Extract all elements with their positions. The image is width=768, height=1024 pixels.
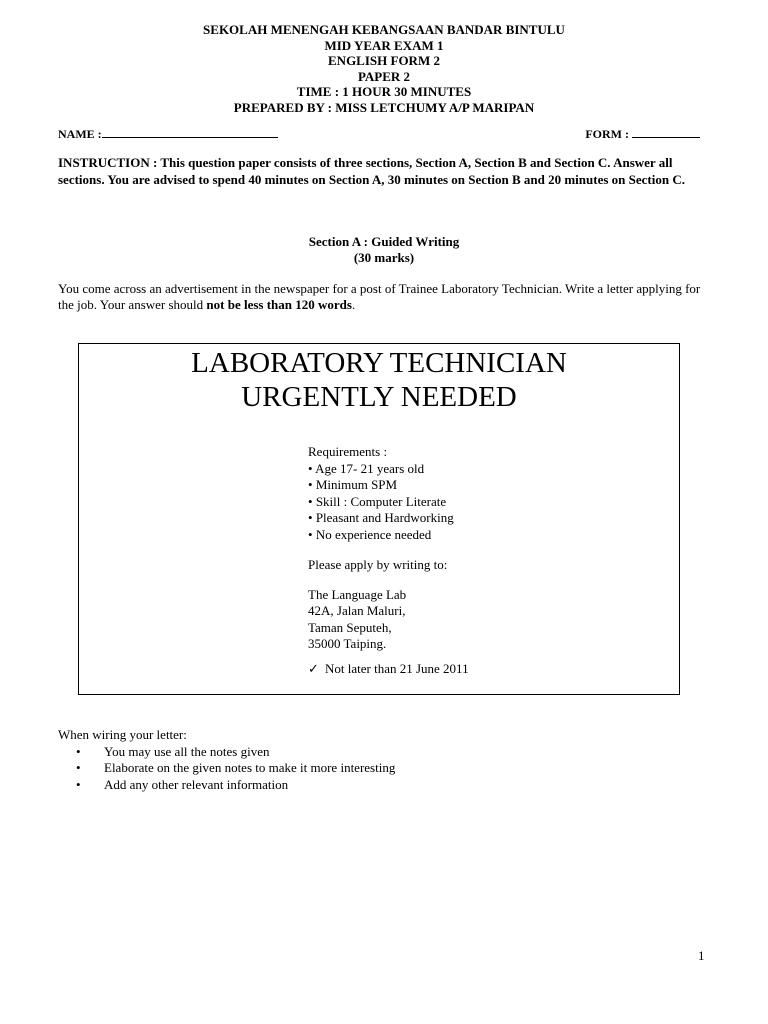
instruction-text: INSTRUCTION : This question paper consists of three sections, Section A, Section B and Section C. Answer all sections. You are advised to spend 40 minutes on Section A, 30 minutes on Section B and 20 minutes on Section C. bbox=[58, 155, 685, 187]
bullet-icon: • bbox=[308, 477, 313, 492]
advert-title bbox=[79, 346, 679, 414]
list-item: • Elaborate on the given notes to make it more interesting bbox=[76, 760, 396, 775]
deadline-line bbox=[308, 661, 668, 678]
list-item: • Age 17- 21 years old bbox=[308, 460, 425, 476]
bullet-icon: • bbox=[76, 743, 81, 759]
section-title: Section A : Guided Writing bbox=[308, 234, 460, 249]
form-blank-line bbox=[632, 126, 700, 138]
page-number: 1 bbox=[698, 948, 705, 963]
advert-title-line-2: URGENTLY NEEDED bbox=[241, 381, 517, 413]
list-item: • No experience needed bbox=[308, 526, 432, 542]
list-item: • Skill : Computer Literate bbox=[308, 493, 447, 509]
section-marks: (30 marks) bbox=[353, 250, 415, 265]
advert-body bbox=[308, 444, 668, 677]
checkmark-icon: ✓ bbox=[308, 660, 319, 676]
bullet-icon: • bbox=[76, 776, 81, 792]
list-item: • Pleasant and Hardworking bbox=[308, 510, 454, 525]
list-item: • You may use all the notes given bbox=[76, 743, 270, 759]
bullet-icon: • bbox=[308, 493, 313, 509]
form-label: FORM : bbox=[585, 127, 629, 141]
name-field bbox=[58, 127, 278, 141]
address-line: 42A, Jalan Maluri, bbox=[308, 603, 406, 618]
bullet-icon: • bbox=[308, 460, 313, 476]
subject-name: ENGLISH FORM 2 bbox=[328, 53, 440, 68]
address-line: The Language Lab bbox=[308, 586, 407, 602]
intro-end: . bbox=[351, 297, 356, 312]
paper-number: PAPER 2 bbox=[357, 68, 411, 84]
intro-text: You come across an advertisement in the newspaper for a post of Trainee Laboratory Technician. Write a letter applying for the job. Your answer should bbox=[58, 281, 701, 312]
prepared-by: PREPARED BY : MISS LETCHUMY A/P MARIPAN bbox=[233, 99, 535, 115]
advert-title-line-1: LABORATORY TECHNICIAN bbox=[191, 347, 567, 379]
requirements-label: Requirements : bbox=[308, 444, 388, 459]
bullet-icon: • bbox=[76, 760, 81, 775]
bullet-icon: • bbox=[308, 510, 313, 525]
name-label: NAME : bbox=[58, 127, 102, 141]
notes-list bbox=[58, 744, 718, 794]
section-a-heading bbox=[0, 234, 768, 266]
address-line: Taman Seputeh, bbox=[308, 619, 392, 635]
intro-word-limit: not be less than 120 words bbox=[206, 297, 352, 312]
exam-time: TIME : 1 HOUR 30 MINUTES bbox=[296, 84, 472, 99]
address-line: 35000 Taiping. bbox=[308, 636, 387, 651]
student-info-row bbox=[58, 126, 700, 142]
job-advertisement bbox=[78, 343, 680, 695]
list-item: • Minimum SPM bbox=[308, 477, 398, 492]
deadline-text: Not later than 21 June 2011 bbox=[325, 660, 469, 676]
form-field bbox=[585, 126, 700, 142]
name-blank-line bbox=[102, 126, 278, 138]
question-intro bbox=[58, 281, 718, 313]
school-name: SEKOLAH MENENGAH KEBANGSAAN BANDAR BINTULU bbox=[203, 22, 565, 37]
address-block bbox=[308, 587, 668, 653]
exam-name: MID YEAR EXAM 1 bbox=[324, 37, 444, 53]
notes-heading: When wiring your letter: bbox=[58, 727, 187, 742]
bullet-icon: • bbox=[308, 526, 313, 542]
exam-header bbox=[0, 22, 768, 115]
apply-instruction: Please apply by writing to: bbox=[308, 557, 448, 572]
list-item: • Add any other relevant information bbox=[76, 776, 289, 792]
requirements-list bbox=[308, 461, 668, 544]
writing-notes bbox=[58, 727, 718, 793]
